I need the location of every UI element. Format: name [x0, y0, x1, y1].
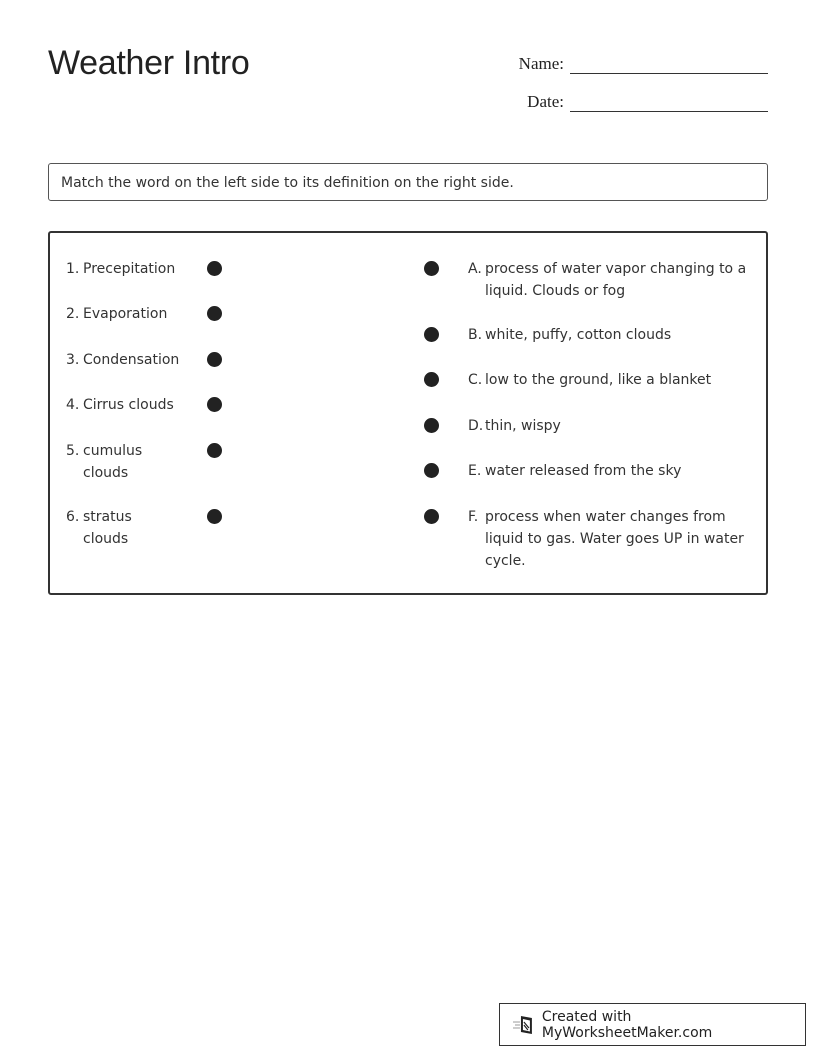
date-label: Date: — [527, 92, 564, 111]
page-title: Weather Intro — [48, 44, 250, 82]
definition-dot[interactable] — [424, 261, 439, 276]
term-item — [66, 258, 193, 280]
term-dot[interactable] — [207, 306, 222, 321]
term-dot[interactable] — [207, 397, 222, 412]
term-number: 2. — [66, 306, 80, 322]
definition-text: process when water changes from liquid to gas. Water goes UP in water cycle. — [485, 509, 744, 569]
term-number: 3. — [66, 352, 80, 368]
term-number: 6. — [66, 509, 80, 525]
term-dot[interactable] — [207, 509, 222, 524]
term-dot[interactable] — [207, 443, 222, 458]
definition-item — [468, 258, 753, 302]
term-item — [66, 394, 193, 416]
definition-text: low to the ground, like a blanket — [485, 372, 712, 388]
definition-dot[interactable] — [424, 463, 439, 478]
definition-dot[interactable] — [424, 327, 439, 342]
definition-text: process of water vapor changing to a liquid. Clouds or fog — [485, 261, 747, 299]
term-word: Condensation — [83, 352, 180, 368]
definition-text: water released from the sky — [485, 463, 682, 479]
definition-dot[interactable] — [424, 372, 439, 387]
term-item — [66, 506, 163, 550]
definition-letter: B. — [468, 327, 483, 343]
definition-item — [468, 324, 753, 346]
instructions-box: Match the word on the left side to its definition on the right side. — [48, 163, 768, 201]
term-word: stratus clouds — [83, 509, 132, 547]
term-dot[interactable] — [207, 261, 222, 276]
date-line[interactable] — [570, 93, 768, 112]
definition-letter: E. — [468, 463, 482, 479]
term-word: cumulus clouds — [83, 443, 143, 481]
definition-text: white, puffy, cotton clouds — [485, 327, 672, 343]
footer-text: Created with MyWorksheetMaker.com — [541, 1008, 713, 1041]
name-label: Name: — [518, 54, 564, 73]
definition-letter: F. — [468, 509, 479, 525]
term-dot[interactable] — [207, 352, 222, 367]
name-line[interactable] — [570, 55, 768, 74]
definition-item — [468, 415, 753, 437]
definition-text: thin, wispy — [485, 418, 561, 434]
term-word: Evaporation — [83, 306, 168, 322]
definition-item — [468, 506, 753, 572]
definition-dot[interactable] — [424, 509, 439, 524]
definition-letter: A. — [468, 261, 482, 277]
term-number: 4. — [66, 397, 80, 413]
term-number: 1. — [66, 261, 80, 277]
term-item — [66, 440, 163, 484]
worksheet-maker-logo-icon — [512, 1014, 536, 1036]
term-word: Precepitation — [83, 261, 176, 277]
date-field — [500, 92, 768, 112]
term-number: 5. — [66, 443, 80, 459]
definition-item — [468, 460, 753, 482]
term-item — [66, 349, 193, 371]
definition-letter: C. — [468, 372, 483, 388]
term-item — [66, 303, 193, 325]
definition-letter: D. — [468, 418, 484, 434]
term-word: Cirrus clouds — [83, 397, 174, 413]
definition-dot[interactable] — [424, 418, 439, 433]
footer-credit[interactable] — [499, 1003, 806, 1046]
definition-item — [468, 369, 753, 391]
name-field — [500, 54, 768, 74]
